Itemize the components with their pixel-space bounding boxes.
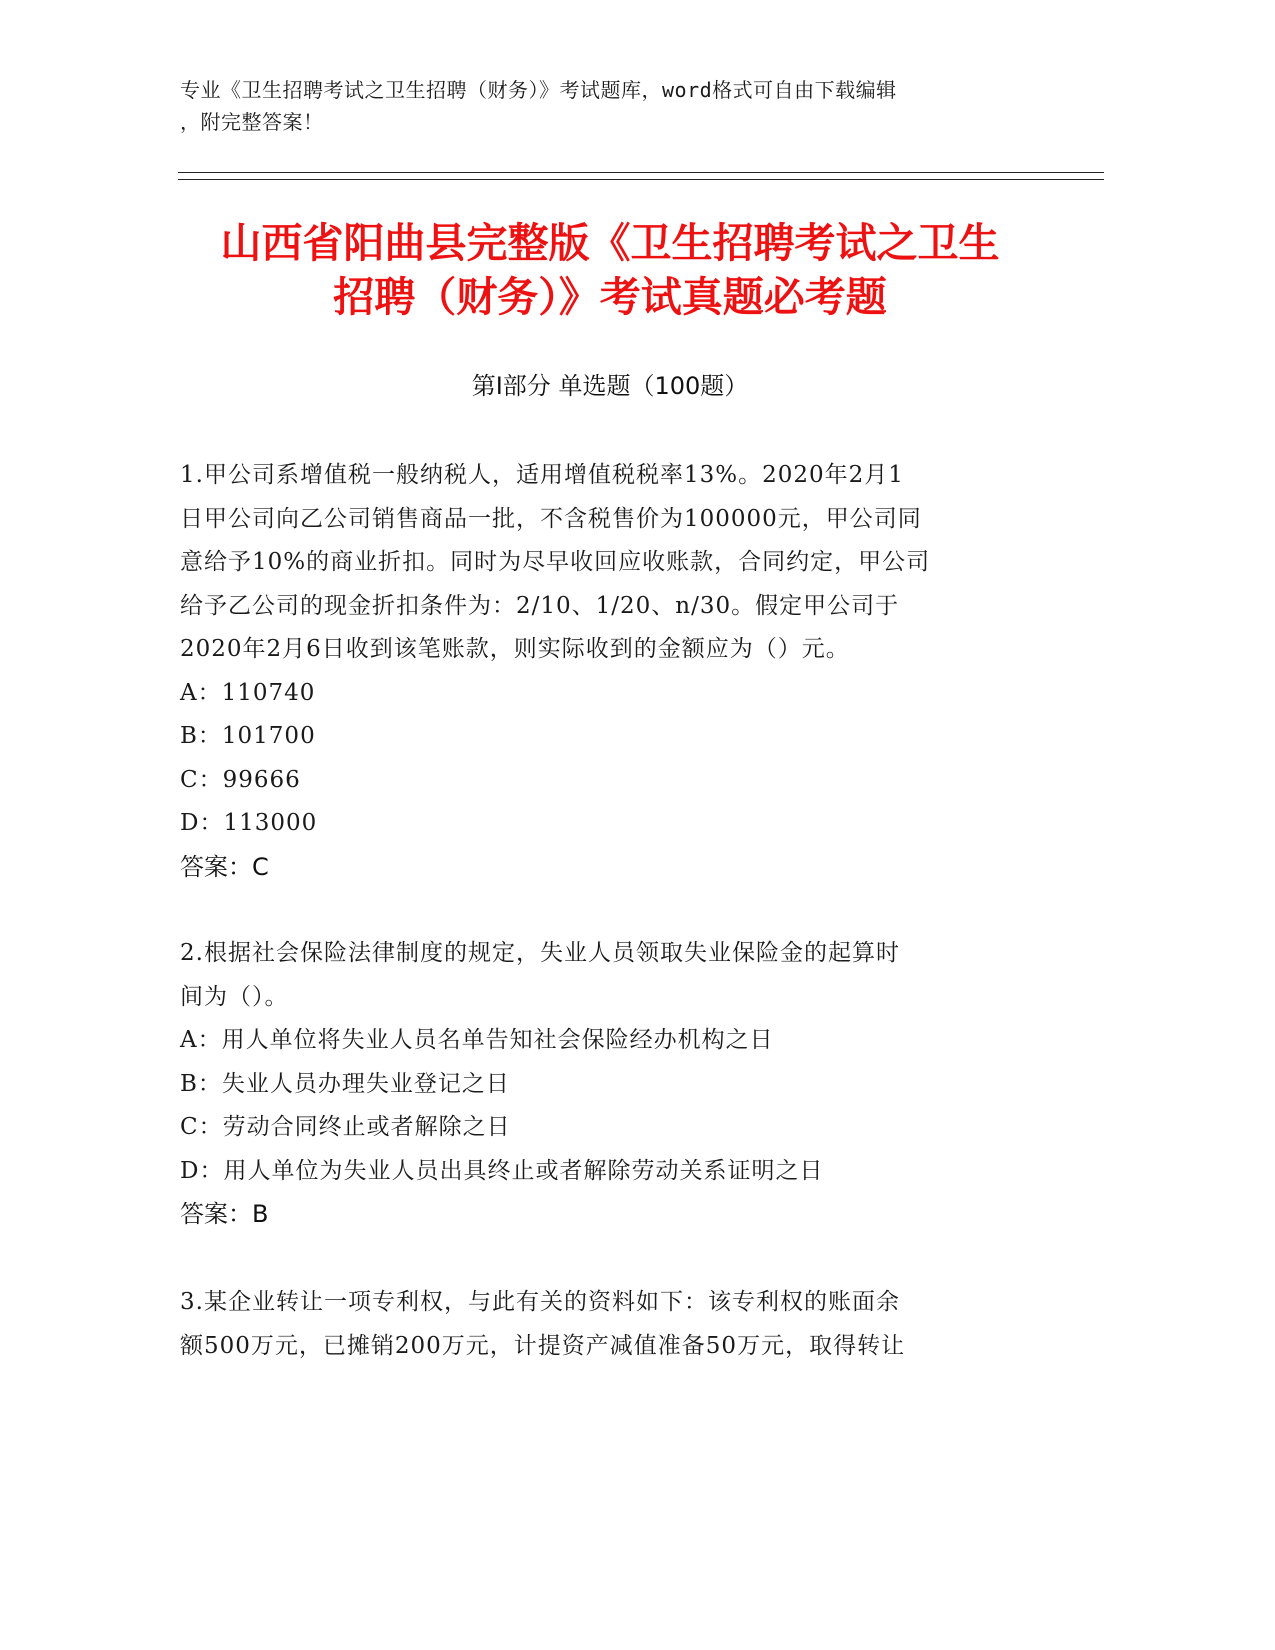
- document-title-line-2: 招聘（财务）》考试真题必考题: [333, 273, 887, 321]
- header-note: [180, 74, 1040, 138]
- question-text-line: 日甲公司向乙公司销售商品一批，不含税售价为100000元，甲公司同: [180, 505, 922, 532]
- question-text-line: 给予乙公司的现金折扣条件为：2/10、1/20、n/30。假定甲公司于: [180, 592, 900, 619]
- question-text-line: 间为（）。: [180, 983, 289, 1010]
- question-3: [180, 1281, 1040, 1368]
- question-text-line: 2020年2月6日收到该笔账款，则实际收到的金额应为（）元。: [180, 636, 850, 662]
- question-text-line: 2.根据社会保险法律制度的规定，失业人员领取失业保险金的起算时: [180, 940, 900, 966]
- question-2: [180, 932, 1040, 1237]
- option-c: C：劳动合同终止或者解除之日: [180, 1114, 511, 1140]
- header-note-line-2: ，附完整答案！: [180, 110, 324, 134]
- option-c: C：99666: [180, 766, 301, 793]
- question-text-line: 额500万元，已摊销200万元，计提资产减值准备50万元，取得转让: [180, 1332, 906, 1359]
- option-a: A：110740: [180, 679, 316, 706]
- answer-label: 答案：B: [180, 1200, 269, 1228]
- header-divider-top: [178, 172, 1104, 173]
- section-title: 第Ⅰ部分 单选题（100题）: [471, 372, 749, 400]
- option-b: B：失业人员办理失业登记之日: [180, 1070, 510, 1097]
- answer-label: 答案：C: [180, 852, 269, 881]
- header-note-line-1: 专业《卫生招聘考试之卫生招聘（财务）》考试题库，word格式可自由下载编辑: [180, 78, 897, 102]
- document-title-line-1: 山西省阳曲县完整版《卫生招聘考试之卫生: [220, 219, 1000, 267]
- question-text-line: 3.某企业转让一项专利权，与此有关的资料如下：该专利权的账面余: [180, 1289, 900, 1315]
- option-d: D：用人单位为失业人员出具终止或者解除劳动关系证明之日: [180, 1157, 824, 1184]
- question-text-line: 意给予10%的商业折扣。同时为尽早收回应收账款，合同约定，甲公司: [180, 549, 931, 575]
- question-1: [180, 454, 1040, 889]
- question-text-line: 1.甲公司系增值税一般纳税人，适用增值税税率13%。2020年2月1: [180, 462, 904, 488]
- header-divider-bottom: [178, 179, 1104, 180]
- option-b: B：101700: [180, 723, 316, 749]
- option-d: D：113000: [180, 810, 318, 836]
- option-a: A：用人单位将失业人员名单告知社会保险经办机构之日: [180, 1027, 774, 1053]
- document-title: [160, 216, 1060, 324]
